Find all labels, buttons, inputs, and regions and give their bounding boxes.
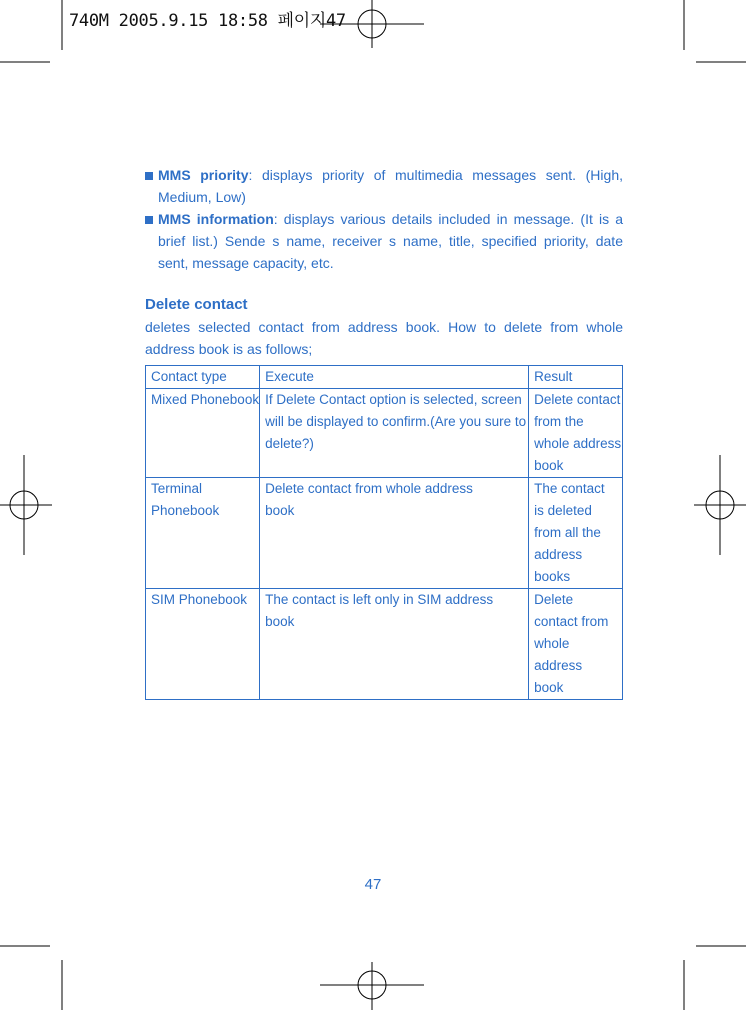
table-cell: SIM Phonebook [146, 589, 260, 700]
section-description: deletes selected contact from address book. How to delete from whole address book is as follows; [145, 319, 623, 357]
table-cell: Delete contact from the whole address book [529, 389, 623, 478]
column-header: Result [529, 366, 623, 389]
bullet-text: : displays priority of multimedia messages sent. (High, Medium, Low) [158, 167, 623, 205]
table-cell: Terminal Phonebook [146, 478, 260, 589]
column-header: Execute [260, 366, 529, 389]
table-row [146, 478, 623, 589]
column-header: Contact type [146, 366, 260, 389]
section-title: Delete contact [145, 296, 248, 313]
table-cell: The contact is deleted from all the address books [529, 478, 623, 589]
table-cell: Mixed Phonebook [146, 389, 260, 478]
table-cell: Delete contact from whole address book [529, 589, 623, 700]
bullet-text: : displays various details included in message. (It is a brief list.) Sende s name, receiver s name, title, specified priority, date sent, message capacity, etc. [158, 211, 623, 271]
print-header: 740M 2005.9.15 18:58 페이지47 [69, 11, 346, 31]
bullet-mms-priority [145, 164, 623, 208]
table-cell: If Delete Contact option is selected, screen will be displayed to confirm.(Are you sure to delete?) [260, 389, 529, 478]
table-cell: The contact is left only in SIM address book [260, 589, 529, 700]
page-number: 47 [364, 876, 382, 893]
delete-contact-table [145, 365, 623, 700]
page-content [145, 164, 623, 700]
square-bullet-icon [145, 172, 153, 180]
table-header-row [146, 366, 623, 389]
square-bullet-icon [145, 216, 153, 224]
table-row [146, 589, 623, 700]
table-cell: Delete contact from whole address book [260, 478, 529, 589]
bullet-mms-information [145, 208, 623, 274]
table-row [146, 389, 623, 478]
bullet-term: MMS information [158, 211, 274, 227]
bullet-term: MMS priority [158, 167, 249, 183]
